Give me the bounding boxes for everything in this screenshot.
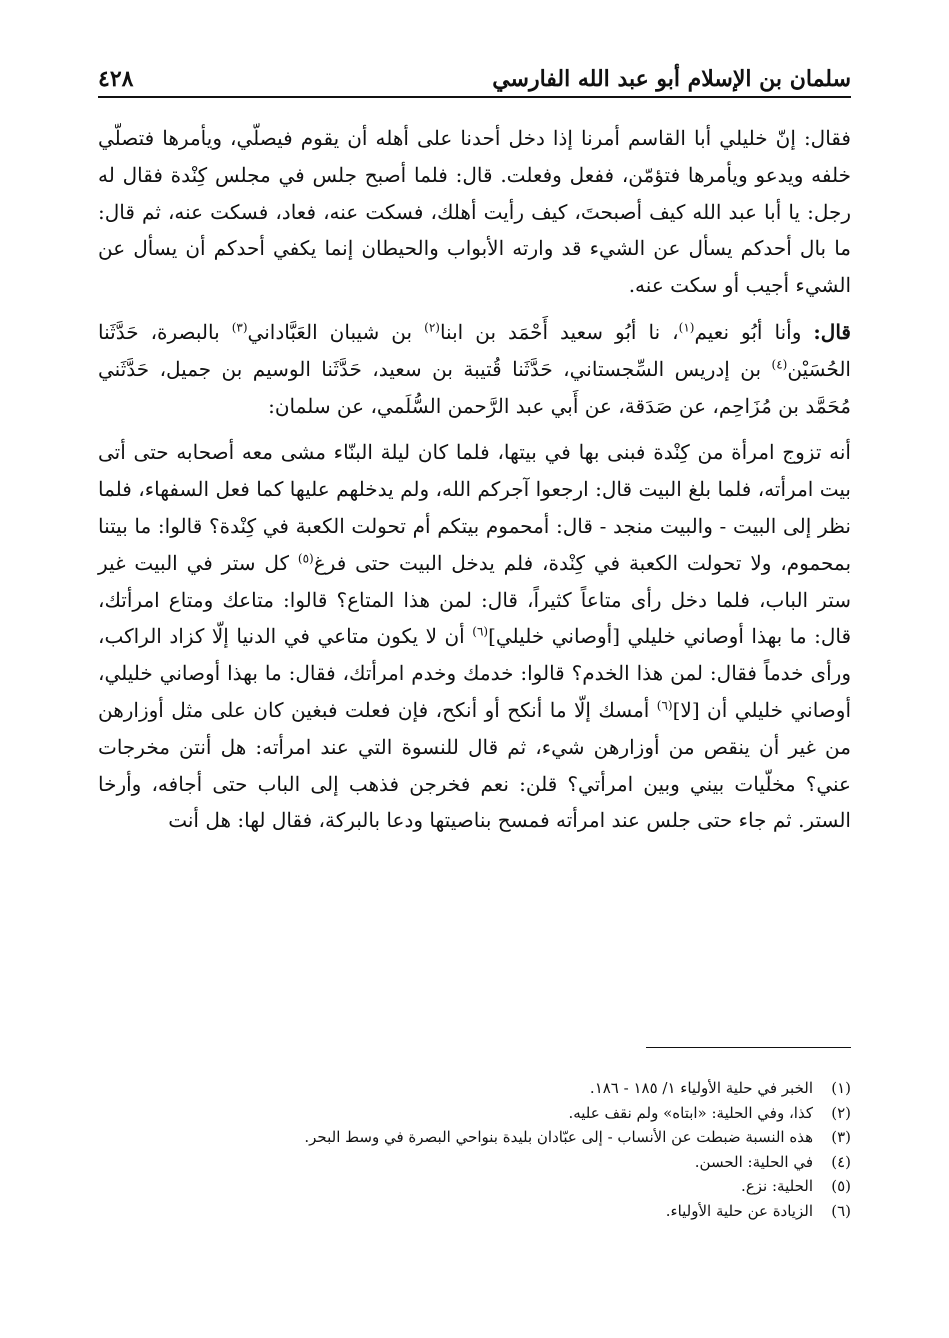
footnote-item <box>98 1125 851 1150</box>
text-run: بن إدريس السِّجستاني، حَدَّثَنا قُتيبة بن سعيد، حَدَّثَنا الوسيم بن جميل، حَدَّثَني مُحَمَّد بن مُزَاحِم، عن صَدَقة، عن أَبي عبد الرَّحمن السُّلَمي، عن سلمان: <box>98 356 851 418</box>
paragraph-2 <box>98 314 851 424</box>
footnote-item <box>98 1150 851 1175</box>
footnote-ref[interactable]: (٣) <box>231 320 248 335</box>
paragraph-3 <box>98 434 851 839</box>
text-run: أمسك إلّا ما أنكح أو أنكح، فإن فعلت فبغين كان على مثل أوزارهن من غير أن ينقص من أوزارهن شيء، ثم قال للنسوة التي عند امرأته: هل أنتن مخرجات عني؟ مخلّيات بيني وبين امرأتي؟ قلن: نعم فخرجن فذهب إلى الباب حتى أجافه، وأرخا الستر. ثم جاء حتى جلس عند امرأته فمسح بناصيتها ودعا بالبركة، فقال لها: هل أنت <box>98 697 851 833</box>
text-run: كل ستر في البيت غير ستر الباب، فلما دخل رأى متاعاً كثيراً، قال: لمن هذا المتاع؟ قالوا: متاعك ومتاع امرأتك، قال: ما بهذا أوصاني خليلي [أوصاني خليلي] <box>98 550 852 649</box>
running-title: سلمان بن الإسلام أبو عبد الله الفارسي <box>492 66 851 92</box>
footnote-ref[interactable]: (٥) <box>297 551 314 566</box>
footnote-ref[interactable]: (٤) <box>771 357 788 372</box>
main-text <box>98 120 851 849</box>
footnote-ref[interactable]: (٦) <box>472 624 489 639</box>
footnote-text: الزيادة عن حلية الأولياء. <box>665 1201 813 1220</box>
footnote-text: في الحلية: الحسن. <box>694 1152 813 1171</box>
footnote-ref[interactable]: (٦) <box>656 698 673 713</box>
page-number: ٤٢٨ <box>98 66 134 92</box>
footnote-ref[interactable]: (١) <box>678 320 695 335</box>
footnote-text: هذه النسبة ضبطت عن الأنساب - إلى عبّادان بليدة بنواحي البصرة في وسط البحر. <box>304 1128 813 1146</box>
footnote-ref[interactable]: (٢) <box>424 320 440 335</box>
footnotes-list <box>98 1076 851 1223</box>
text-run: أنه تزوج امرأة من كِنْدة فبنى بها في بيتها، فلما كان ليلة البنّاء مشى معه أصحابه حتى أتى بيت امرأته، فلما بلغ البيت قال: ارجعوا آجركم الله، ولم يدخلهم عليها كما فعل السفهاء، فلما نظر إلى البيت - والبيت منجد - قال: أمحموم بيتكم أم تحولت الكعبة في كِنْدة؟ قالوا: ما بيتنا بمحموم، ولا تحولت الكعبة في كِنْدة، فلم يدخل البيت حتى فرغ <box>98 440 852 575</box>
text-run: أن لا يكون متاعي في الدنيا إلّا كزاد الراكب، ورأى خدماً فقال: لمن هذا الخدم؟ قالوا: خدمك وخدم امرأتك، فقال: ما بهذا أوصاني خليلي، أوصاني خليلي أن [لا] <box>98 624 851 722</box>
text-run: وأنا أبُو نعيم <box>694 319 814 344</box>
text-run: بن شيبان العَبَّاداني <box>247 319 425 344</box>
footnote-number: (٢) <box>831 1103 851 1122</box>
footnote-number: (١) <box>831 1079 851 1097</box>
footnote-text: كذا، وفي الحلية: «ابتاه» ولم نقف عليه. <box>568 1103 813 1122</box>
text-run: ، نا أبُو سعيد أَحْمَد بن ابنا <box>439 319 679 344</box>
footnote-item <box>98 1101 851 1126</box>
qal-label: قال: <box>813 319 851 344</box>
footnote-item <box>98 1174 851 1199</box>
page-header <box>98 58 851 98</box>
footnote-text: الحلية: نزع. <box>741 1177 813 1195</box>
footnote-number: (٣) <box>831 1128 851 1146</box>
footnote-number: (٤) <box>831 1152 851 1171</box>
text-run: بالبصرة، حَدَّثَنا الحُسَيْن <box>98 319 851 381</box>
paragraph-1: فقال: إنّ خليلي أبا القاسم أمرنا إذا دخل أحدنا على أهله أن يقوم فيصلّي، ويأمرها فتصلّي خلفه ويدعو ويأمرها فتؤمّن، ففعل وفعلت. قال: فلما أصبح جلس في مجلس كِنْدة فقال له رجل: يا أبا عبد الله كيف أصبحتَ، كيف رأيت أهلك، فسكت عنه، فعاد، فسكت عنه، ثم قال: ما بال أحدكم يسأل عن الشيء قد وارته الأبواب والحيطان إنما يكفي أحدكم أن يسأل عن الشيء أجيب أو سكت عنه. <box>98 126 851 298</box>
footnote-number: (٥) <box>831 1177 851 1195</box>
footnote-separator <box>646 1047 851 1048</box>
footnote-item <box>98 1199 851 1224</box>
footnote-number: (٦) <box>831 1201 851 1220</box>
footnote-text: الخبر في حلية الأولياء ١/ ١٨٥ - ١٨٦. <box>589 1079 813 1097</box>
footnote-item <box>98 1076 851 1101</box>
